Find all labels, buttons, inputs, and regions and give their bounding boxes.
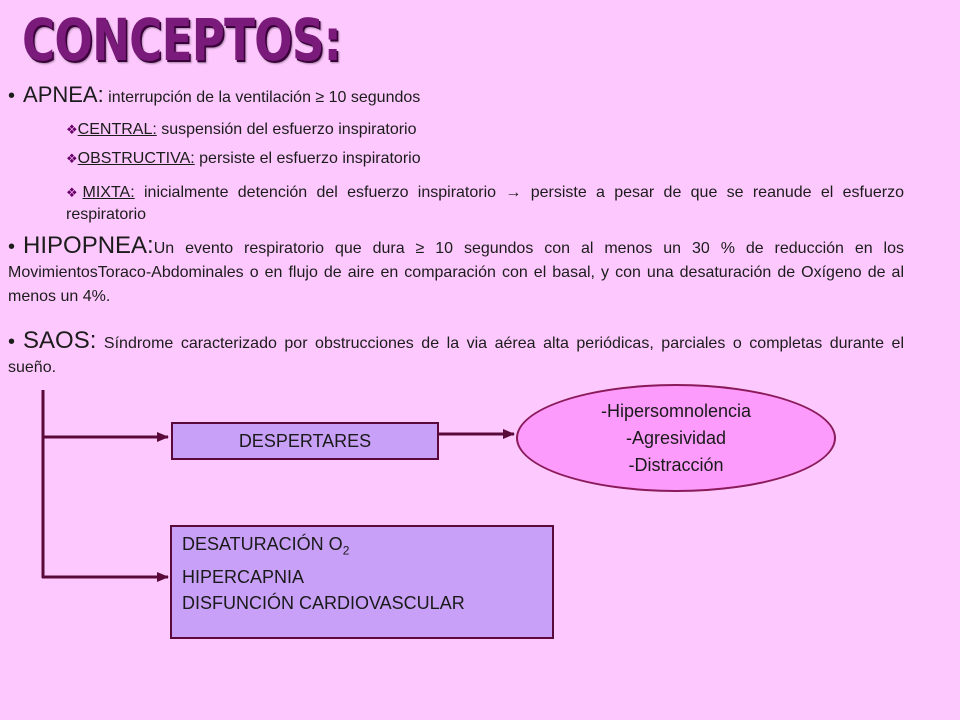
- desaturacion-line: [182, 531, 552, 564]
- type-text-continued: persiste a pesar de que se reanude el esfuerzo respiratorio: [66, 184, 904, 223]
- hipercapnia-line: HIPERCAPNIA: [182, 566, 305, 587]
- effect-item: -Hipersomnolencia: [600, 400, 752, 421]
- type-text: inicialmente detención del esfuerzo inspiratorio: [143, 184, 497, 201]
- diamond-bullet-icon: ❖: [66, 151, 78, 166]
- subscript-2: 2: [342, 543, 350, 558]
- bullet-icon: •: [8, 331, 16, 353]
- bullet-icon: •: [8, 236, 16, 258]
- type-text: suspensión del esfuerzo inspiratorio: [161, 121, 417, 138]
- type-label: CENTRAL:: [77, 121, 157, 138]
- hipopnea-definition: Un evento respiratorio que dura ≥ 10 segundos con al menos un 30 % de reducción en los MovimientosToraco-Abdominales o en flujo de aire en comparación con el basal, y con una desaturación de Oxígeno de al menos un 4%.: [8, 240, 904, 305]
- type-label: MIXTA:: [82, 184, 135, 201]
- effects-ellipse: [516, 384, 836, 492]
- effect-item: -Agresividad: [625, 427, 727, 448]
- bullet-icon: •: [8, 85, 16, 107]
- page-title: CONCEPTOS:: [22, 6, 341, 74]
- apnea-definition: interrupción de la ventilación ≥ 10 segundos: [108, 89, 421, 106]
- saos-definition: Síndrome caracterizado por obstrucciones de la via aérea alta periódicas, parciales o completas durante el sueño.: [8, 335, 905, 376]
- diamond-bullet-icon: ❖: [66, 185, 83, 200]
- type-label: OBSTRUCTIVA:: [77, 150, 195, 167]
- right-arrow-icon: →: [505, 184, 522, 201]
- saos-term: SAOS:: [23, 327, 97, 354]
- hipopnea-term: HIPOPNEA:: [23, 232, 154, 259]
- consequences-box: [170, 525, 554, 639]
- type-text: persiste el esfuerzo inspiratorio: [199, 150, 421, 167]
- despertares-box: DESPERTARES: [171, 422, 439, 460]
- effect-item: -Distracción: [628, 454, 724, 475]
- desaturacion-text: DESATURACIÓN O: [182, 534, 343, 554]
- diamond-bullet-icon: ❖: [66, 122, 78, 137]
- apnea-term: APNEA:: [23, 82, 104, 107]
- disfuncion-line: DISFUNCIÓN CARDIOVASCULAR: [182, 592, 465, 613]
